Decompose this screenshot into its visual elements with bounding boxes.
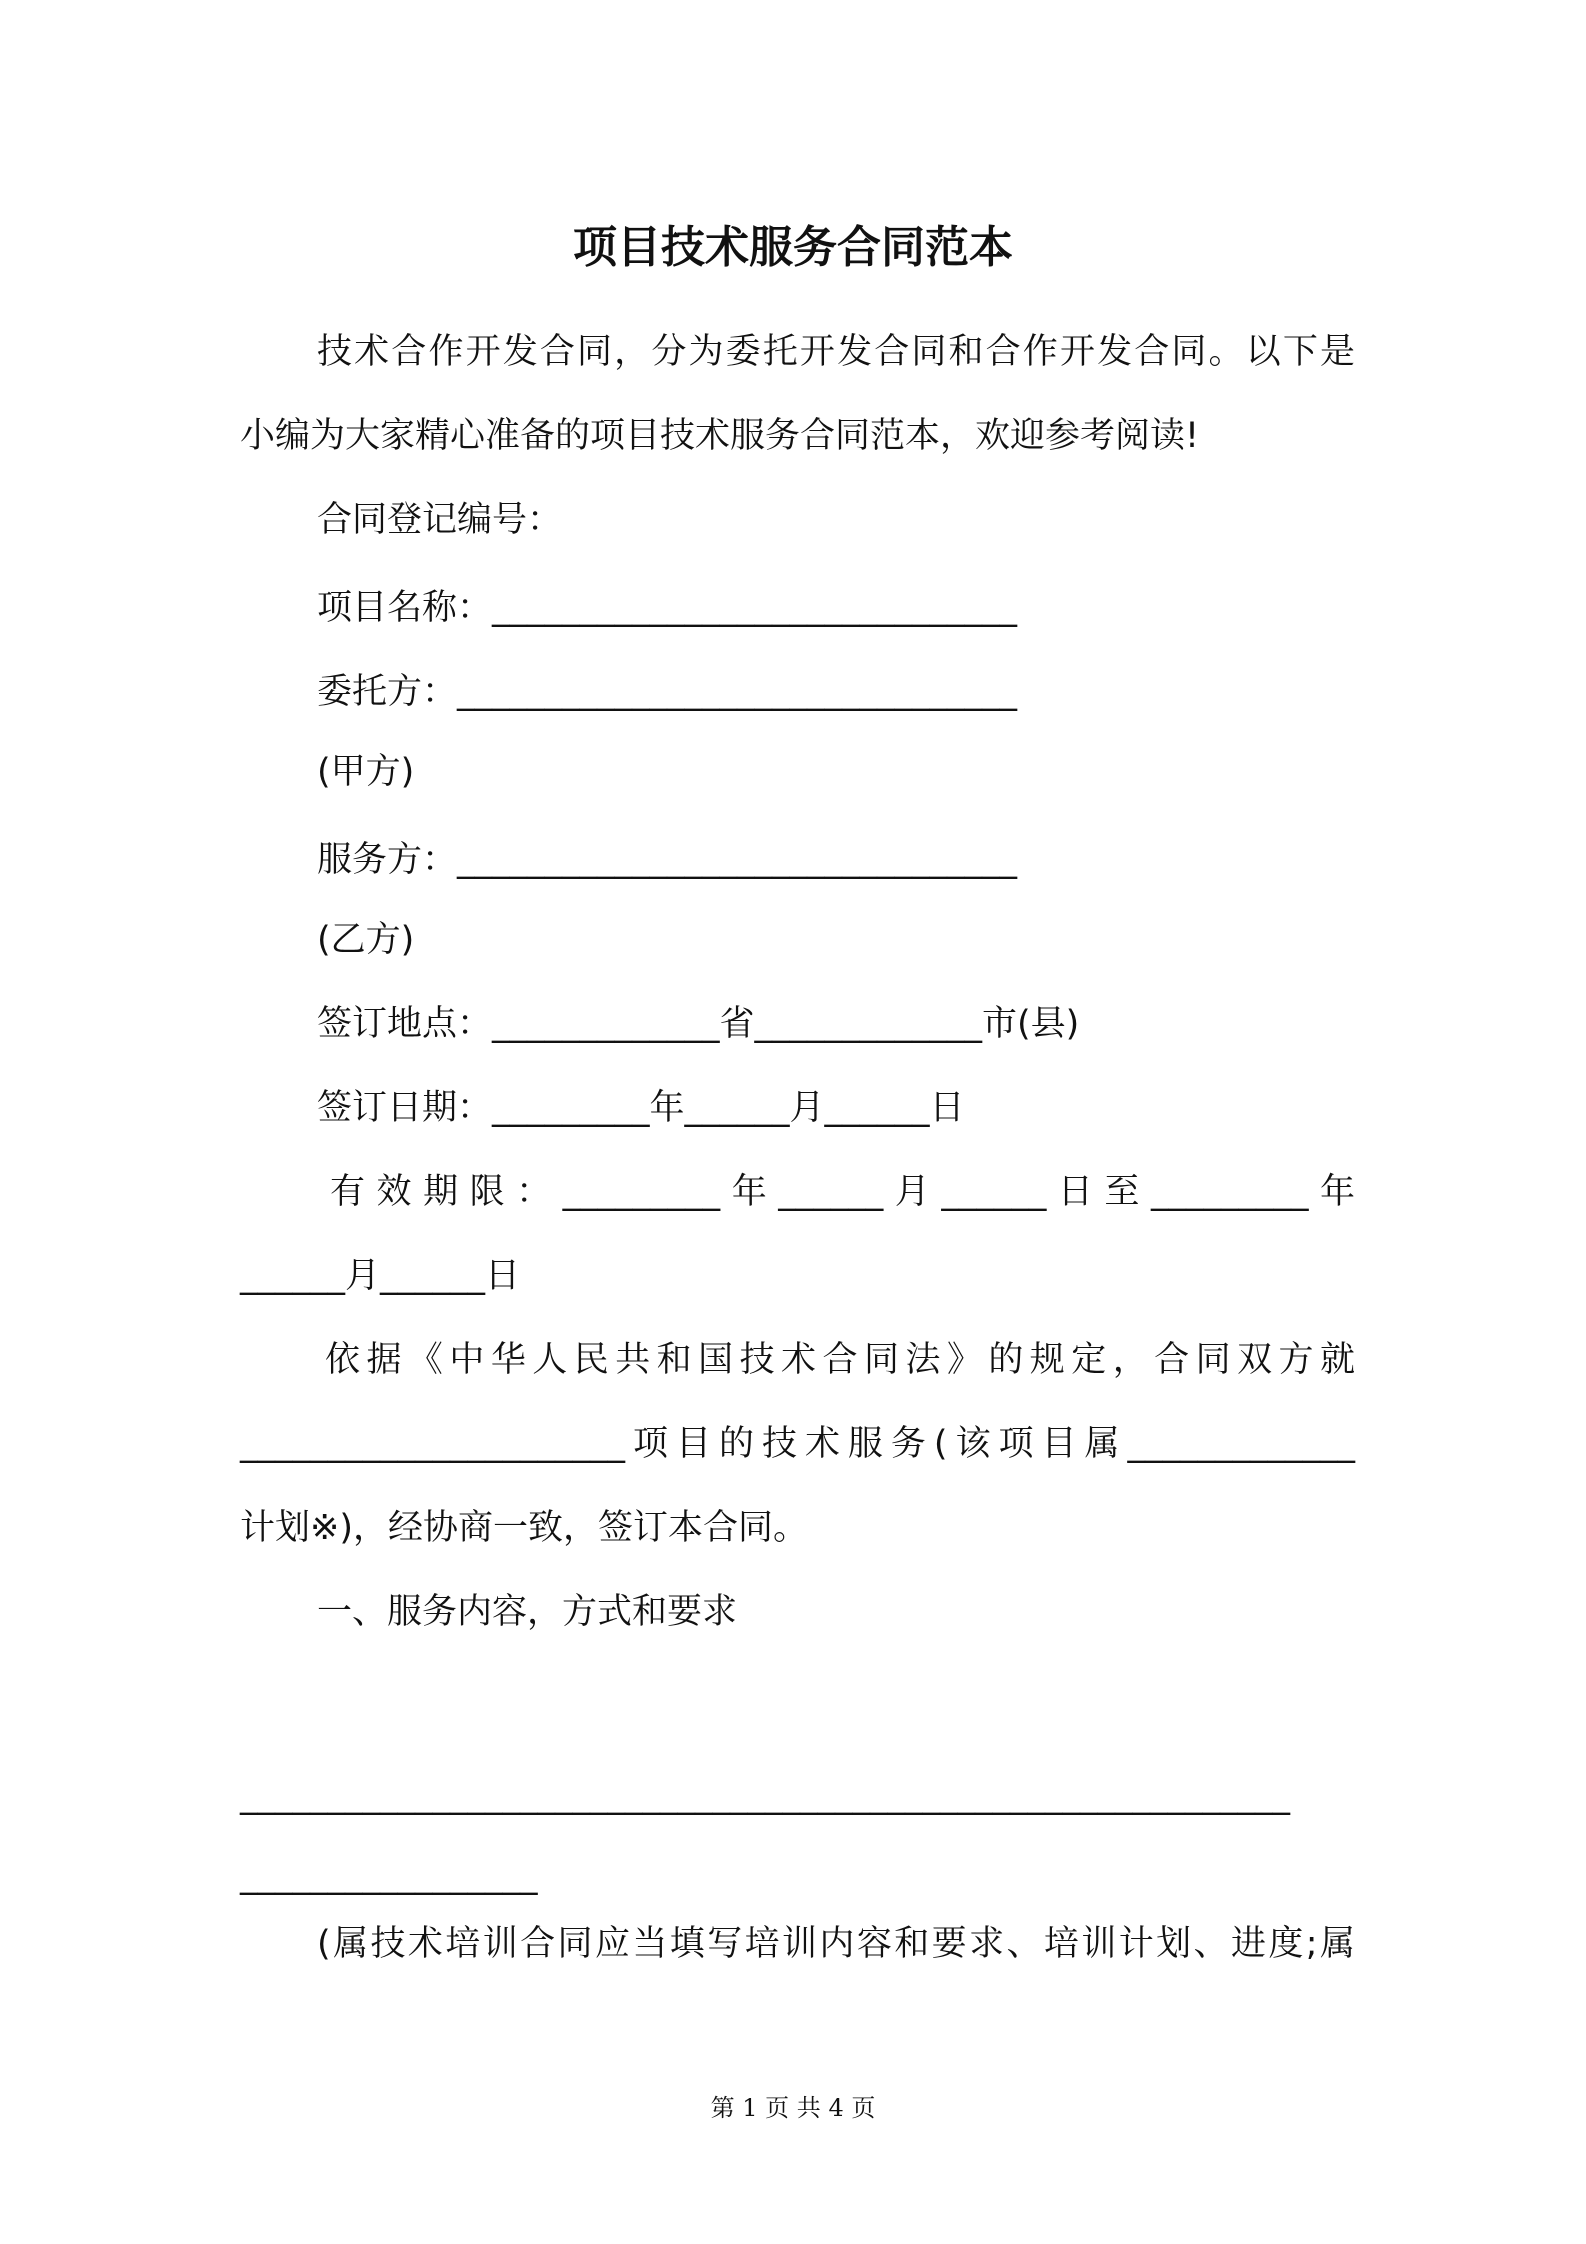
- basis-line-3: 计划※)，经协商一致，签订本合同。: [240, 1508, 808, 1548]
- party-a-note: (甲方): [317, 752, 415, 792]
- validity-period-field: 有效期限：_________年______月______日至_________年: [330, 1172, 1355, 1212]
- party-b-note: (乙方): [317, 920, 415, 960]
- document-title: 项目技术服务合同范本: [573, 222, 1013, 273]
- service-content-blank-1: ____________________________________________________________: [240, 1776, 1290, 1816]
- page-number-footer: 第 1 页 共 4 页: [710, 2094, 876, 2122]
- service-content-blank-2: _________________: [240, 1856, 538, 1896]
- signing-place-field: 签订地点：_____________省_____________市(县): [317, 1004, 1080, 1044]
- basis-line-1: 依据《中华人民共和国技术合同法》的规定，合同双方就: [325, 1340, 1355, 1380]
- validity-period-end: ______月______日: [240, 1256, 521, 1296]
- intro-line-1: 技术合作开发合同，分为委托开发合同和合作开发合同。以下是: [317, 332, 1355, 372]
- client-field: 委托方：________________________________: [317, 672, 1018, 712]
- signing-date-field: 签订日期：_________年______月______日: [317, 1088, 965, 1128]
- training-note-line: (属技术培训合同应当填写培训内容和要求、培训计划、进度;属: [317, 1924, 1355, 1964]
- intro-line-2: 小编为大家精心准备的项目技术服务合同范本，欢迎参考阅读!: [240, 416, 1200, 456]
- section-1-heading: 一、服务内容，方式和要求: [317, 1592, 738, 1632]
- basis-line-2: ______________________项目的技术服务(该项目属_____________: [240, 1424, 1355, 1464]
- project-name-field: 项目名称：______________________________: [317, 588, 1018, 628]
- service-provider-field: 服务方：________________________________: [317, 840, 1018, 880]
- contract-registration-number-label: 合同登记编号：: [317, 500, 563, 540]
